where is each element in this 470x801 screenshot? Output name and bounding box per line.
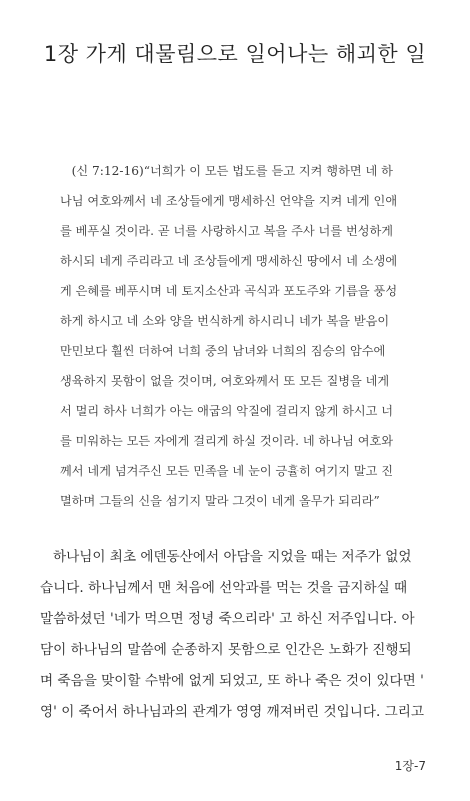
scripture-quote bbox=[60, 156, 420, 516]
scripture-line: 하시되 네게 주리라고 네 조상들에게 맹세하신 땅에서 네 소생에 bbox=[60, 254, 398, 268]
scripture-line: 하게 하시고 네 소와 양을 번식하게 하시리니 네가 복을 받음이 bbox=[60, 314, 390, 328]
body-line: 며 죽음을 맞이할 수밖에 없게 되었고, 또 하나 죽은 것이 있다면 ' bbox=[40, 673, 424, 689]
body-paragraph bbox=[40, 542, 440, 728]
scripture-line: 나님 여호와께서 네 조상들에게 맹세하신 언약을 지켜 네게 인애 bbox=[60, 194, 398, 208]
scripture-line: 를 미워하는 모든 자에게 걸리게 하실 것이라. 네 하나님 여호와 bbox=[60, 434, 394, 448]
body-line: 담이 하나님의 말씀에 순종하지 못함으로 인간은 노화가 진행되 bbox=[40, 642, 412, 658]
page-number: 1장-7 bbox=[394, 759, 426, 773]
body-line: 하나님이 최초 에덴동산에서 아담을 지었을 때는 저주가 없었 bbox=[40, 549, 412, 565]
scripture-line: 생육하지 못함이 없을 것이며, 여호와께서 또 모든 질병을 네게 bbox=[60, 374, 390, 388]
scripture-line: (신 7:12-16)“너희가 이 모든 법도를 듣고 지켜 행하면 네 하 bbox=[60, 164, 393, 178]
scripture-line: 께서 네게 넘겨주신 모든 민족을 네 눈이 긍휼히 여기지 말고 진 bbox=[60, 464, 394, 478]
scripture-line: 게 은혜를 베푸시며 네 토지소산과 곡식과 포도주와 기름을 풍성 bbox=[60, 284, 398, 298]
scripture-line: 멸하며 그들의 신을 섬기지 말라 그것이 네게 올무가 되리라” bbox=[60, 494, 380, 508]
body-line: 영' 이 죽어서 하나님과의 관계가 영영 깨져버린 것입니다. 그리고 bbox=[40, 704, 425, 720]
scripture-line: 서 멀리 하사 너희가 아는 애굽의 악질에 걸리지 않게 하시고 너 bbox=[60, 404, 394, 418]
scripture-line: 를 베푸실 것이라. 곧 너를 사랑하시고 복을 주사 너를 번성하게 bbox=[60, 224, 394, 238]
scripture-line: 만민보다 훨씬 더하여 너희 중의 남녀와 너희의 짐승의 암수에 bbox=[60, 344, 386, 358]
body-line: 말씀하셨던 '네가 먹으면 정녕 죽으리라' 고 하신 저주입니다. 아 bbox=[40, 611, 415, 627]
chapter-title: 1장 가게 대물림으로 일어나는 해괴한 일 bbox=[43, 42, 427, 66]
body-line: 습니다. 하나님께서 맨 처음에 선악과를 먹는 것을 금지하실 때 bbox=[40, 580, 408, 596]
